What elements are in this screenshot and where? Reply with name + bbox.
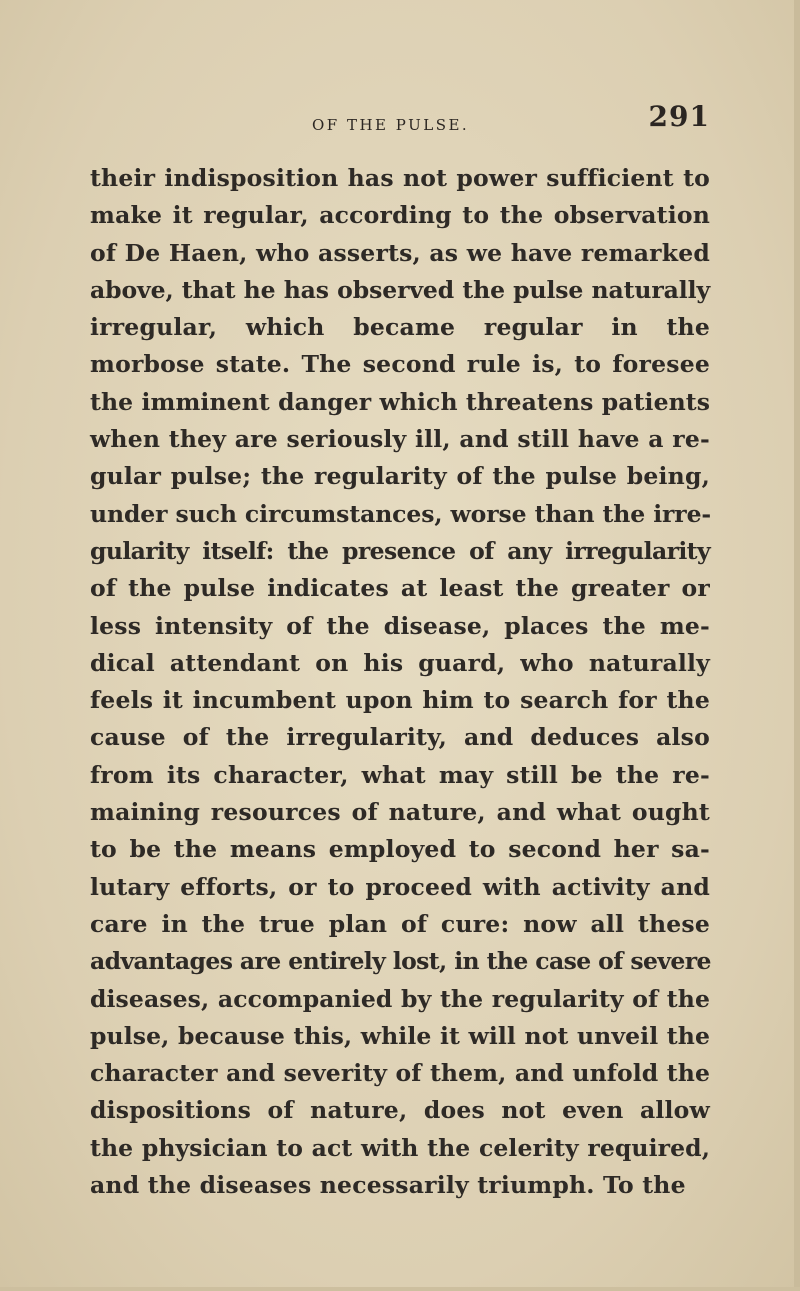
text-line: of the pulse indicates at least the greater or xyxy=(90,574,710,603)
text-line: make it regular, according to the observation xyxy=(90,201,710,230)
text-line: the physician to act with the celerity required, xyxy=(90,1133,710,1162)
text-line: maining resources of nature, and what ought xyxy=(90,798,710,827)
text-line: lutary efforts, or to proceed with activity and xyxy=(90,872,710,901)
text-line: to be the means employed to second her sa- xyxy=(90,835,710,864)
text-line: and the diseases necessarily triumph. To the xyxy=(90,1171,686,1200)
text-line: diseases, accompanied by the regularity of the xyxy=(90,984,710,1013)
text-line: above, that he has observed the pulse naturally xyxy=(90,275,710,304)
text-line: when they are seriously ill, and still have a re- xyxy=(90,425,710,454)
text-line: dical attendant on his guard, who naturally xyxy=(90,648,710,677)
text-line: the imminent danger which threatens patients xyxy=(90,387,711,416)
text-line: dispositions of nature, does not even allow xyxy=(90,1096,710,1125)
running-head-title: OF THE PULSE. xyxy=(312,116,470,134)
text-line: gularity itself: the presence of any irregularity xyxy=(90,536,710,565)
text-line: care in the true plan of cure: now all these xyxy=(90,909,710,938)
text-line: under such circumstances, worse than the irre- xyxy=(90,499,712,528)
text-line: of De Haen, who asserts, as we have remarked xyxy=(90,238,710,267)
text-line: irregular, which became regular in the xyxy=(90,313,710,342)
text-line: their indisposition has not power sufficient to xyxy=(90,164,710,192)
body-text xyxy=(90,160,710,1204)
page-bottom-edge xyxy=(0,1287,800,1291)
running-head xyxy=(90,100,710,140)
text-line: character and severity of them, and unfold the xyxy=(90,1059,710,1088)
text-line: cause of the irregularity, and deduces also xyxy=(90,723,710,752)
text-line: gular pulse; the regularity of the pulse being, xyxy=(90,462,710,491)
text-line: from its character, what may still be the re- xyxy=(90,760,710,789)
text-line: pulse, because this, while it will not unveil the xyxy=(90,1021,710,1050)
text-line: advantages are entirely lost, in the case of severe xyxy=(90,947,711,976)
text-line: morbose state. The second rule is, to foresee xyxy=(90,350,710,379)
page-edge-shadow xyxy=(794,0,800,1291)
page-number: 291 xyxy=(648,100,710,133)
text-line: less intensity of the disease, places the me- xyxy=(90,611,710,640)
text-line: feels it incumbent upon him to search for the xyxy=(90,686,710,715)
